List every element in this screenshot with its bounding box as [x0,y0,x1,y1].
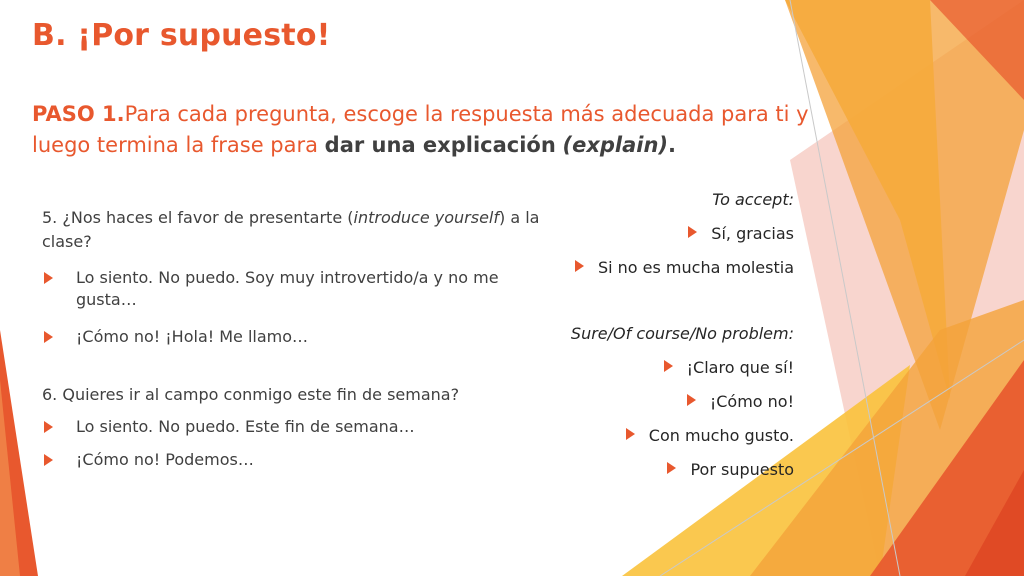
question-5-option-2: ¡Cómo no! ¡Hola! Me llamo… [42,326,542,348]
slide-title: B. ¡Por supuesto! [32,18,331,53]
sure-item: ¡Cómo no! [520,390,794,414]
accept-item: Si no es mucha molestia [520,256,794,280]
slide-subtitle [32,99,862,161]
bullet-arrow-icon [575,260,584,272]
question-6-option-2: ¡Cómo no! Podemos… [42,449,542,471]
bullet-arrow-icon [44,272,53,284]
bullet-arrow-icon [667,462,676,474]
bullet-arrow-icon [688,226,697,238]
sure-item: Con mucho gusto. [520,424,794,448]
question-5-prefix: 5. ¿Nos haces el favor de presentarte ( [42,208,354,227]
bullet-arrow-icon [44,331,53,343]
subtitle-end: . [668,133,677,157]
question-6-option-1: Lo siento. No puedo. Este fin de semana… [42,416,542,438]
question-5 [42,206,542,254]
bullet-arrow-icon [664,360,673,372]
subtitle-text: Para cada pregunta, escoge la respuesta más adecuada para ti y luego termina la frase para [32,102,809,157]
bullet-arrow-icon [44,454,53,466]
paso-label: PASO 1. [32,102,125,126]
bullet-arrow-icon [687,394,696,406]
accept-heading: To accept: [712,190,794,209]
question-6 [42,383,542,407]
question-5-option-1: Lo siento. No puedo. Soy muy introvertido/a y no me gusta… [42,267,542,311]
accept-item: Sí, gracias [520,222,794,246]
question-6-prefix: 6. Quieres ir al campo conmigo este fin de semana? [42,385,460,404]
questions-column [42,206,542,471]
subtitle-italic: (explain) [562,133,669,157]
bullet-arrow-icon [44,421,53,433]
sure-item: Por supuesto [520,458,794,482]
question-5-suffix: ) a la clase? [42,208,540,251]
question-5-italic: introduce yourself [353,208,499,227]
sure-item: ¡Claro que sí! [520,356,794,380]
subtitle-bold: dar una explicación [324,133,556,157]
bullet-arrow-icon [626,428,635,440]
expressions-column [520,188,794,482]
sure-heading: Sure/Of course/No problem: [570,324,794,343]
